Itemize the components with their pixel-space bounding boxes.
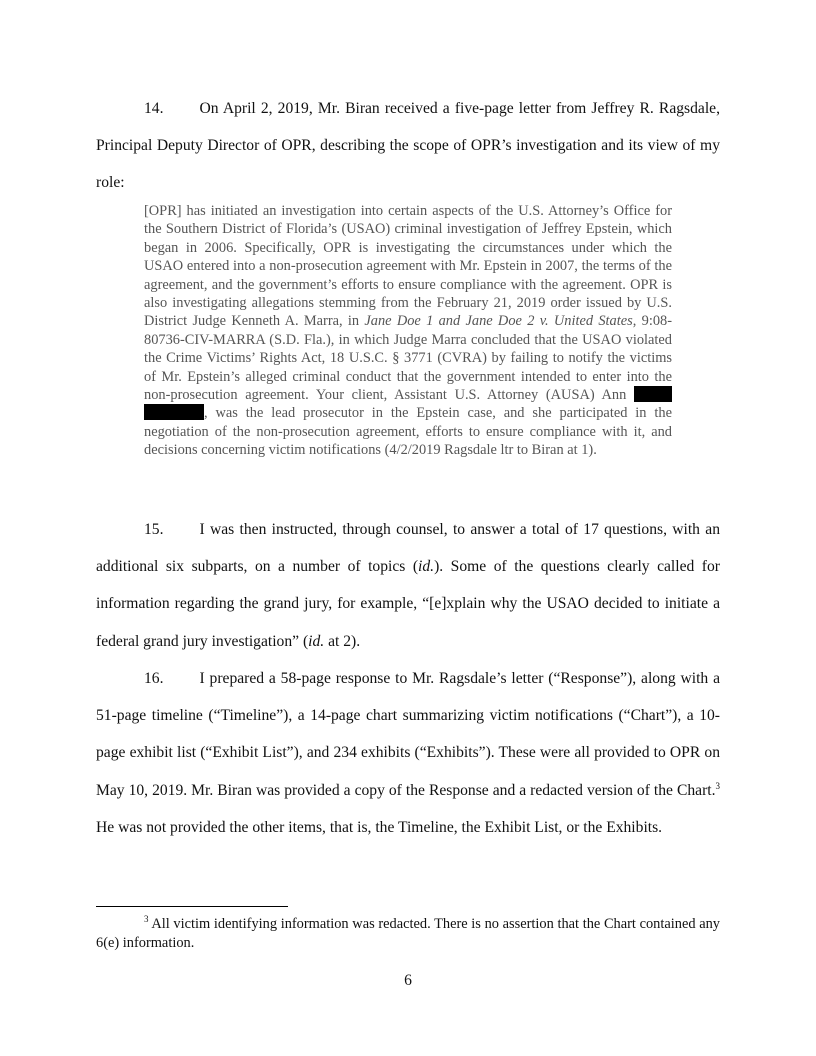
paragraph-number: 14. (144, 100, 164, 117)
block-quote (144, 202, 672, 460)
last-name-redaction (144, 404, 204, 420)
paragraph-number: 15. (144, 521, 164, 538)
paragraph-text-3: at 2). (324, 632, 361, 650)
paragraph-text-1: I was then instructed, through counsel, to answer a total of 17 questions, with an additional six subparts, on a number of topics ( (96, 521, 720, 576)
footnote-text: All victim identifying information was redacted. There is no assertion that the Chart contained any 6(e) information. (96, 916, 720, 951)
paragraph-15 (96, 511, 720, 660)
paragraph-text-2: ). Some of the questions clearly called for information regarding the grand jury, for example, “[e]xplain why the USAO decided to initiate a federal grand jury investigation” ( (96, 558, 720, 650)
page-number: 6 (404, 972, 412, 989)
first-name-redaction (634, 386, 672, 402)
paragraph-number: 16. (144, 670, 164, 687)
paragraph-text-1: I prepared a 58-page response to Mr. Ragsdale’s letter (“Response”), along with a 51-page timeline (“Timeline”), a 14-page chart summarizing victim notifications (“Chart”), a 10-page exhibit list (“Exhibit List”), and 234 exhibits (“Exhibits”). These were all provided to OPR on May 10, 2019. Mr. Biran was provided a copy of the Response and a redacted version of the Chart. (96, 670, 720, 799)
paragraph-14 (96, 90, 720, 202)
footnote-marker: 3 (144, 914, 149, 924)
quote-text-3: , was the lead prosecutor in the Epstein case, and she participated in the negotiation of the non-prosecution agreement, efforts to ensure compliance with it, and decisions concerning victim notifications (4/2/2019 Ragsdale ltr to Biran at 1). (144, 405, 672, 459)
citation-id: id. (308, 632, 325, 650)
quote-text-1: [OPR] has initiated an investigation into certain aspects of the U.S. Attorney’s Office for the Southern District of Florida’s (USAO) criminal investigation of Jeffrey Epstein, which began in 2006. Specifically, OPR is investigating the circumstances under which the USAO entered into a non-prosecution agreement with Mr. Epstein in 2007, the terms of the agreement, and the government’s efforts to ensure compliance with the agreement. OPR is also investigating allegations stemming from the February 21, 2019 order issued by U.S. District Judge Kenneth A. Marra, in (144, 203, 672, 330)
footnote-reference[interactable]: 3 (715, 780, 720, 791)
citation-id: id. (418, 558, 435, 576)
paragraph-text: On April 2, 2019, Mr. Biran received a five-page letter from Jeffrey R. Ragsdale, Principal Deputy Director of OPR, describing the scope of OPR’s investigation and its view of my role: (96, 100, 720, 192)
quote-text-2: , 9:08-80736-CIV-MARRA (S.D. Fla.), in which Judge Marra concluded that the USAO violated the Crime Victims’ Rights Act, 18 U.S.C. § 3771 (CVRA) by failing to notify the victims of Mr. Epstein’s alleged criminal conduct that the government intended to enter into the non-prosecution agreement. Your client, Assistant U.S. Attorney (AUSA) Ann (144, 313, 673, 404)
footnote-3 (96, 915, 720, 953)
footnote-separator (96, 906, 288, 907)
paragraph-16 (96, 660, 720, 846)
paragraph-text-2: He was not provided the other items, that is, the Timeline, the Exhibit List, or the Exhibits. (96, 818, 663, 836)
quote-case-name: Jane Doe 1 and Jane Doe 2 v. United States (364, 313, 633, 330)
